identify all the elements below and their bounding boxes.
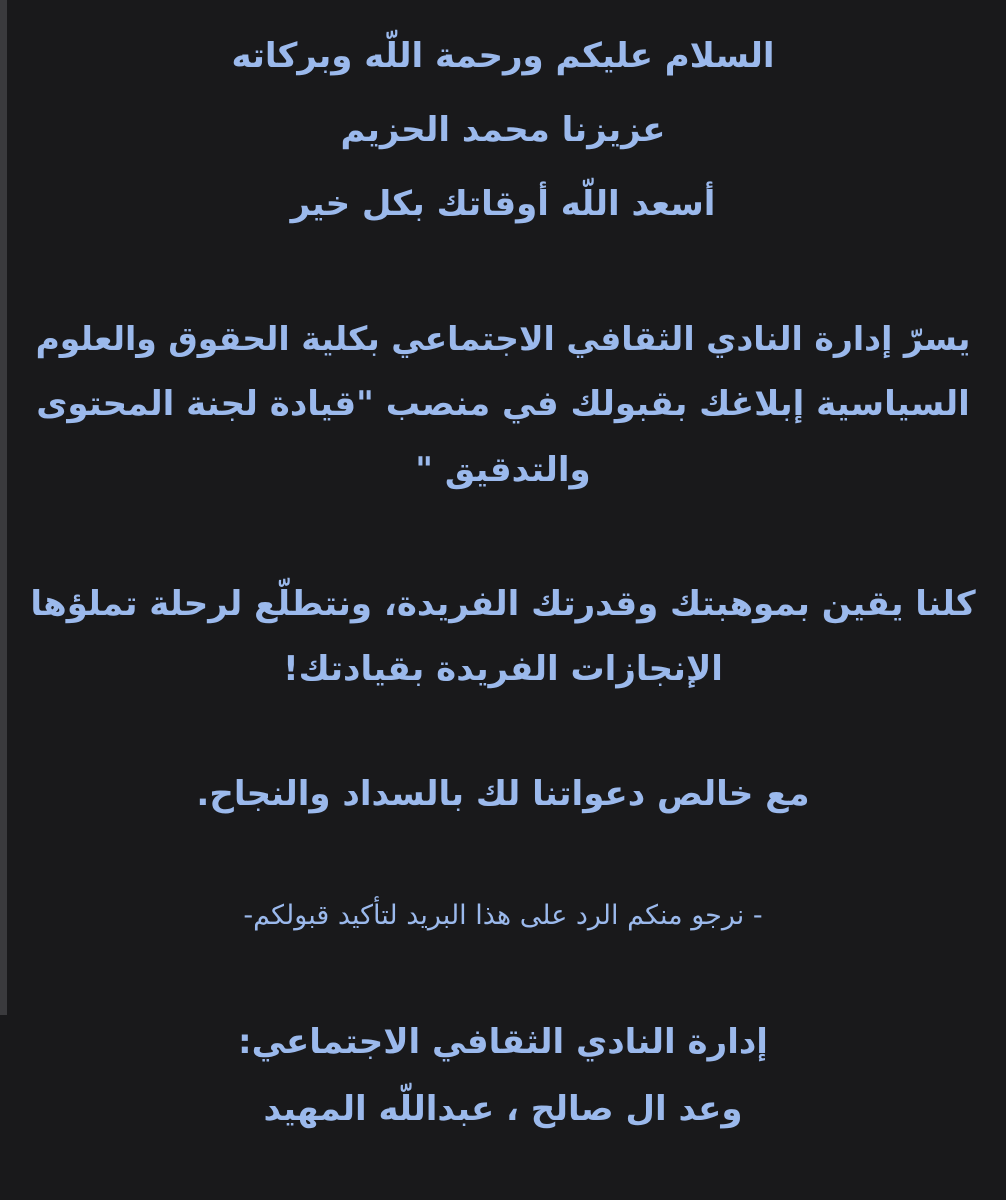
- wish-line: أسعد اللّه أوقاتك بكل خير: [290, 184, 716, 224]
- signature-names: وعد ال صالح ، عبداللّه المهيد: [263, 1089, 743, 1129]
- announcement-line-3: والتدقيق ": [415, 450, 591, 490]
- signature-title: إدارة النادي الثقافي الاجتماعي:: [238, 1022, 768, 1062]
- reply-request-line: - نرجو منكم الرد على هذا البريد لتأكيد قبولكم-: [243, 900, 763, 931]
- greeting-line: السلام عليكم ورحمة اللّه وبركاته: [231, 36, 775, 76]
- addressee-line: عزيزنا محمد الحزيم: [340, 110, 666, 150]
- confidence-line-1: كلنا يقين بموهبتك وقدرتك الفريدة، ونتطلّع لرحلة تملؤها: [30, 584, 976, 624]
- left-edge-bar: [0, 0, 7, 1015]
- announcement-line-2: السياسية إبلاغك بقبولك في منصب "قيادة لجنة المحتوى: [36, 384, 970, 424]
- confidence-line-2: الإنجازات الفريدة بقيادتك!: [283, 649, 723, 689]
- prayer-line: مع خالص دعواتنا لك بالسداد والنجاح.: [196, 774, 810, 814]
- announcement-line-1: يسرّ إدارة النادي الثقافي الاجتماعي بكلية الحقوق والعلوم: [35, 319, 971, 358]
